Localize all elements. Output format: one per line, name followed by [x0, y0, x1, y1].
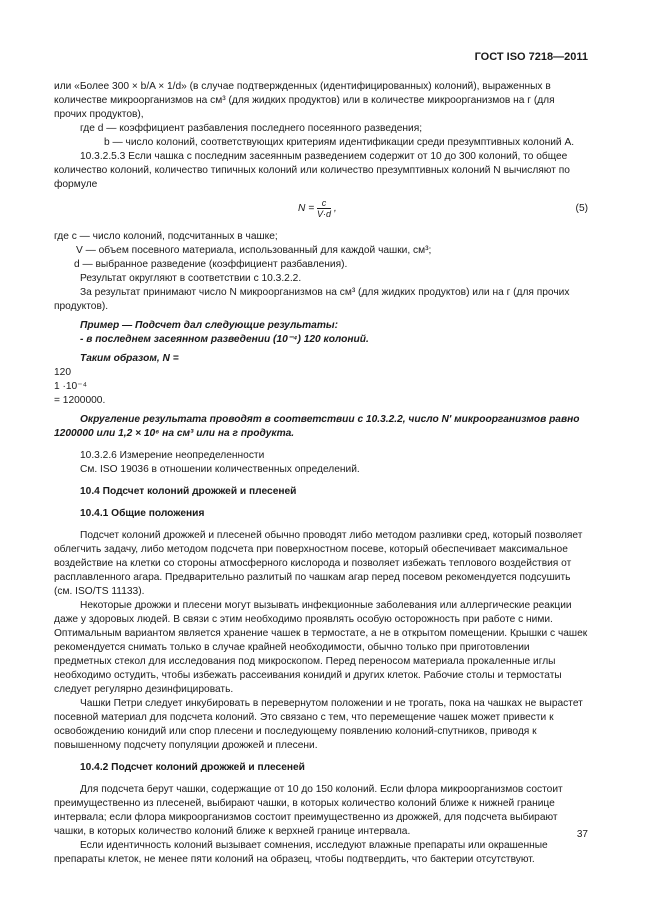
rounding-note: Результат округляют в соответствии с 10.3.2.2. — [80, 273, 302, 284]
page-number: 37 — [576, 829, 588, 840]
heading-10-4-1: 10.4.1 Общие положения — [80, 508, 205, 519]
formula-5 — [54, 196, 588, 226]
where-b: b — число колоний, соответствующих критериям идентификации среди презумптивных колоний А. — [104, 137, 575, 148]
clause-10-3-2-6: 10.3.2.6 Измерение неопределенности — [80, 450, 265, 461]
where-d: где d — коэффициент разбавления последнего посеянного разведения; — [80, 123, 423, 134]
example-rounding: Округление результата проводят в соответствии с 10.3.2.2, число N' микроорганизмов равно 1200000 или 1,2 × 10⁶ на см³ или на г продукта. — [54, 414, 580, 439]
where-d2: d — выбранное разведение (коэффициент разбавления). — [74, 259, 348, 270]
formula-lhs: N = — [298, 203, 315, 215]
paragraph: Если идентичность колоний вызывает сомнения, исследуют влажные препараты или окрашенные препараты клеток, не менее пяти колоний на образец, чтобы подтвердить, что бактерии отсутствуют. — [54, 840, 548, 865]
paragraph: Некоторые дрожжи и плесени могут вызывать инфекционные заболевания или аллергические реакции даже у здоровых людей. В связи с этим необходимо проявлять особую осторожность при работе с ними. Оптимальным вариантом является хранение чашек в термостате, а не в открытом помещении. Крышки с чашек рекомендуется снимать только в случае крайней необходимости, обычно только при приготовлении предметных стекол для исследования под микроскопом. Перед переносом материала прокаленные иглы необходимо остудить, чтобы избежать рассеивания конидий и других клеток. Рабочие столы и термостаты следует регулярно дезинфицировать. — [54, 600, 588, 695]
formula-denominator: V·d — [316, 209, 331, 219]
standard-header: ГОСТ ISO 7218—2011 — [474, 51, 588, 63]
where-v: V — объем посевного материала, использованный для каждой чашки, см³; — [76, 245, 432, 256]
paragraph: Подсчет колоний дрожжей и плесеней обычно проводят либо методом разливки сред, который позволяет облегчить задачу, либо методом подсчета при поверхностном посеве, который обеспечивает максимальное воздействие на клетки со стороны атмосферного кислорода и позволяет избежать теплового воздействия от расплавленного агара. Предварительно разлитый по чашкам агар перед посевом рекомендуется подсушить (см. ISO/TS 11133). — [54, 530, 583, 597]
clause-10-3-2-6-text: См. ISO 19036 в отношении количественных определений. — [80, 464, 360, 475]
paragraph: Для подсчета берут чашки, содержащие от 10 до 150 колоний. Если флора микроорганизмов состоит преимущественно из плесеней, выбирают чашки, в которых количество колоний ближе к нижней границе интервала; если флора микроорганизмов состоит преимущественно из дрожжей, для подсчета выбирают чашки, в которых количество колоний ближе к верхней границе интервала. — [54, 784, 563, 837]
example-rhs: = 1200000. — [54, 395, 106, 406]
clause-10-3-2-5-3: 10.3.2.5.3 Если чашка с последним засеянным разведением содержит от 10 до 300 колоний, то общее количество колоний, количество типичных колоний или количество презумптивных колоний N вычисляют по формуле — [54, 151, 570, 190]
paragraph: или «Более 300 × b/A × 1/d» (в случае подтвержденных (идентифицированных) колоний), выраженных в количестве микроорганизмов на см³ (для жидких продуктов) или в количестве микроорганизмов на г (для прочих продуктов), — [54, 81, 555, 120]
result-note: За результат принимают число N микроорганизмов на см³ (для жидких продуктов) или на г (для прочих продуктов). — [54, 287, 570, 312]
example-denominator: 1 ·10⁻⁴ — [54, 381, 87, 392]
heading-10-4-2: 10.4.2 Подсчет колоний дрожжей и плесеней — [80, 762, 305, 773]
formula-expression — [298, 198, 337, 219]
heading-10-4: 10.4 Подсчет колоний дрожжей и плесеней — [80, 486, 297, 497]
formula-fraction — [317, 198, 331, 219]
example-title: Пример — Подсчет дал следующие результаты: — [80, 320, 338, 331]
example-numerator: 120 — [54, 367, 71, 378]
example-line: - в последнем засеянном разведении (10⁻⁴) 120 колоний. — [80, 334, 369, 345]
example-lhs: Таким образом, N = — [80, 353, 179, 364]
paragraph: Чашки Петри следует инкубировать в перевернутом положении и не трогать, пока на чашках не вырастет посевной материал для подсчета колоний. Это связано с тем, что перемещение чашек может привести к освобождению конидий или спор плесени и последующему появлению колоний-спутников, приводя к повышенному подсчету популяции дрожжей и плесени. — [54, 698, 583, 751]
formula-numerator: c — [317, 198, 331, 209]
formula-tail: , — [333, 203, 337, 215]
where-c: где c — число колоний, подсчитанных в чашке; — [54, 231, 278, 242]
formula-number: (5) — [575, 203, 588, 214]
page-content — [54, 80, 588, 867]
example-calc — [54, 352, 588, 366]
